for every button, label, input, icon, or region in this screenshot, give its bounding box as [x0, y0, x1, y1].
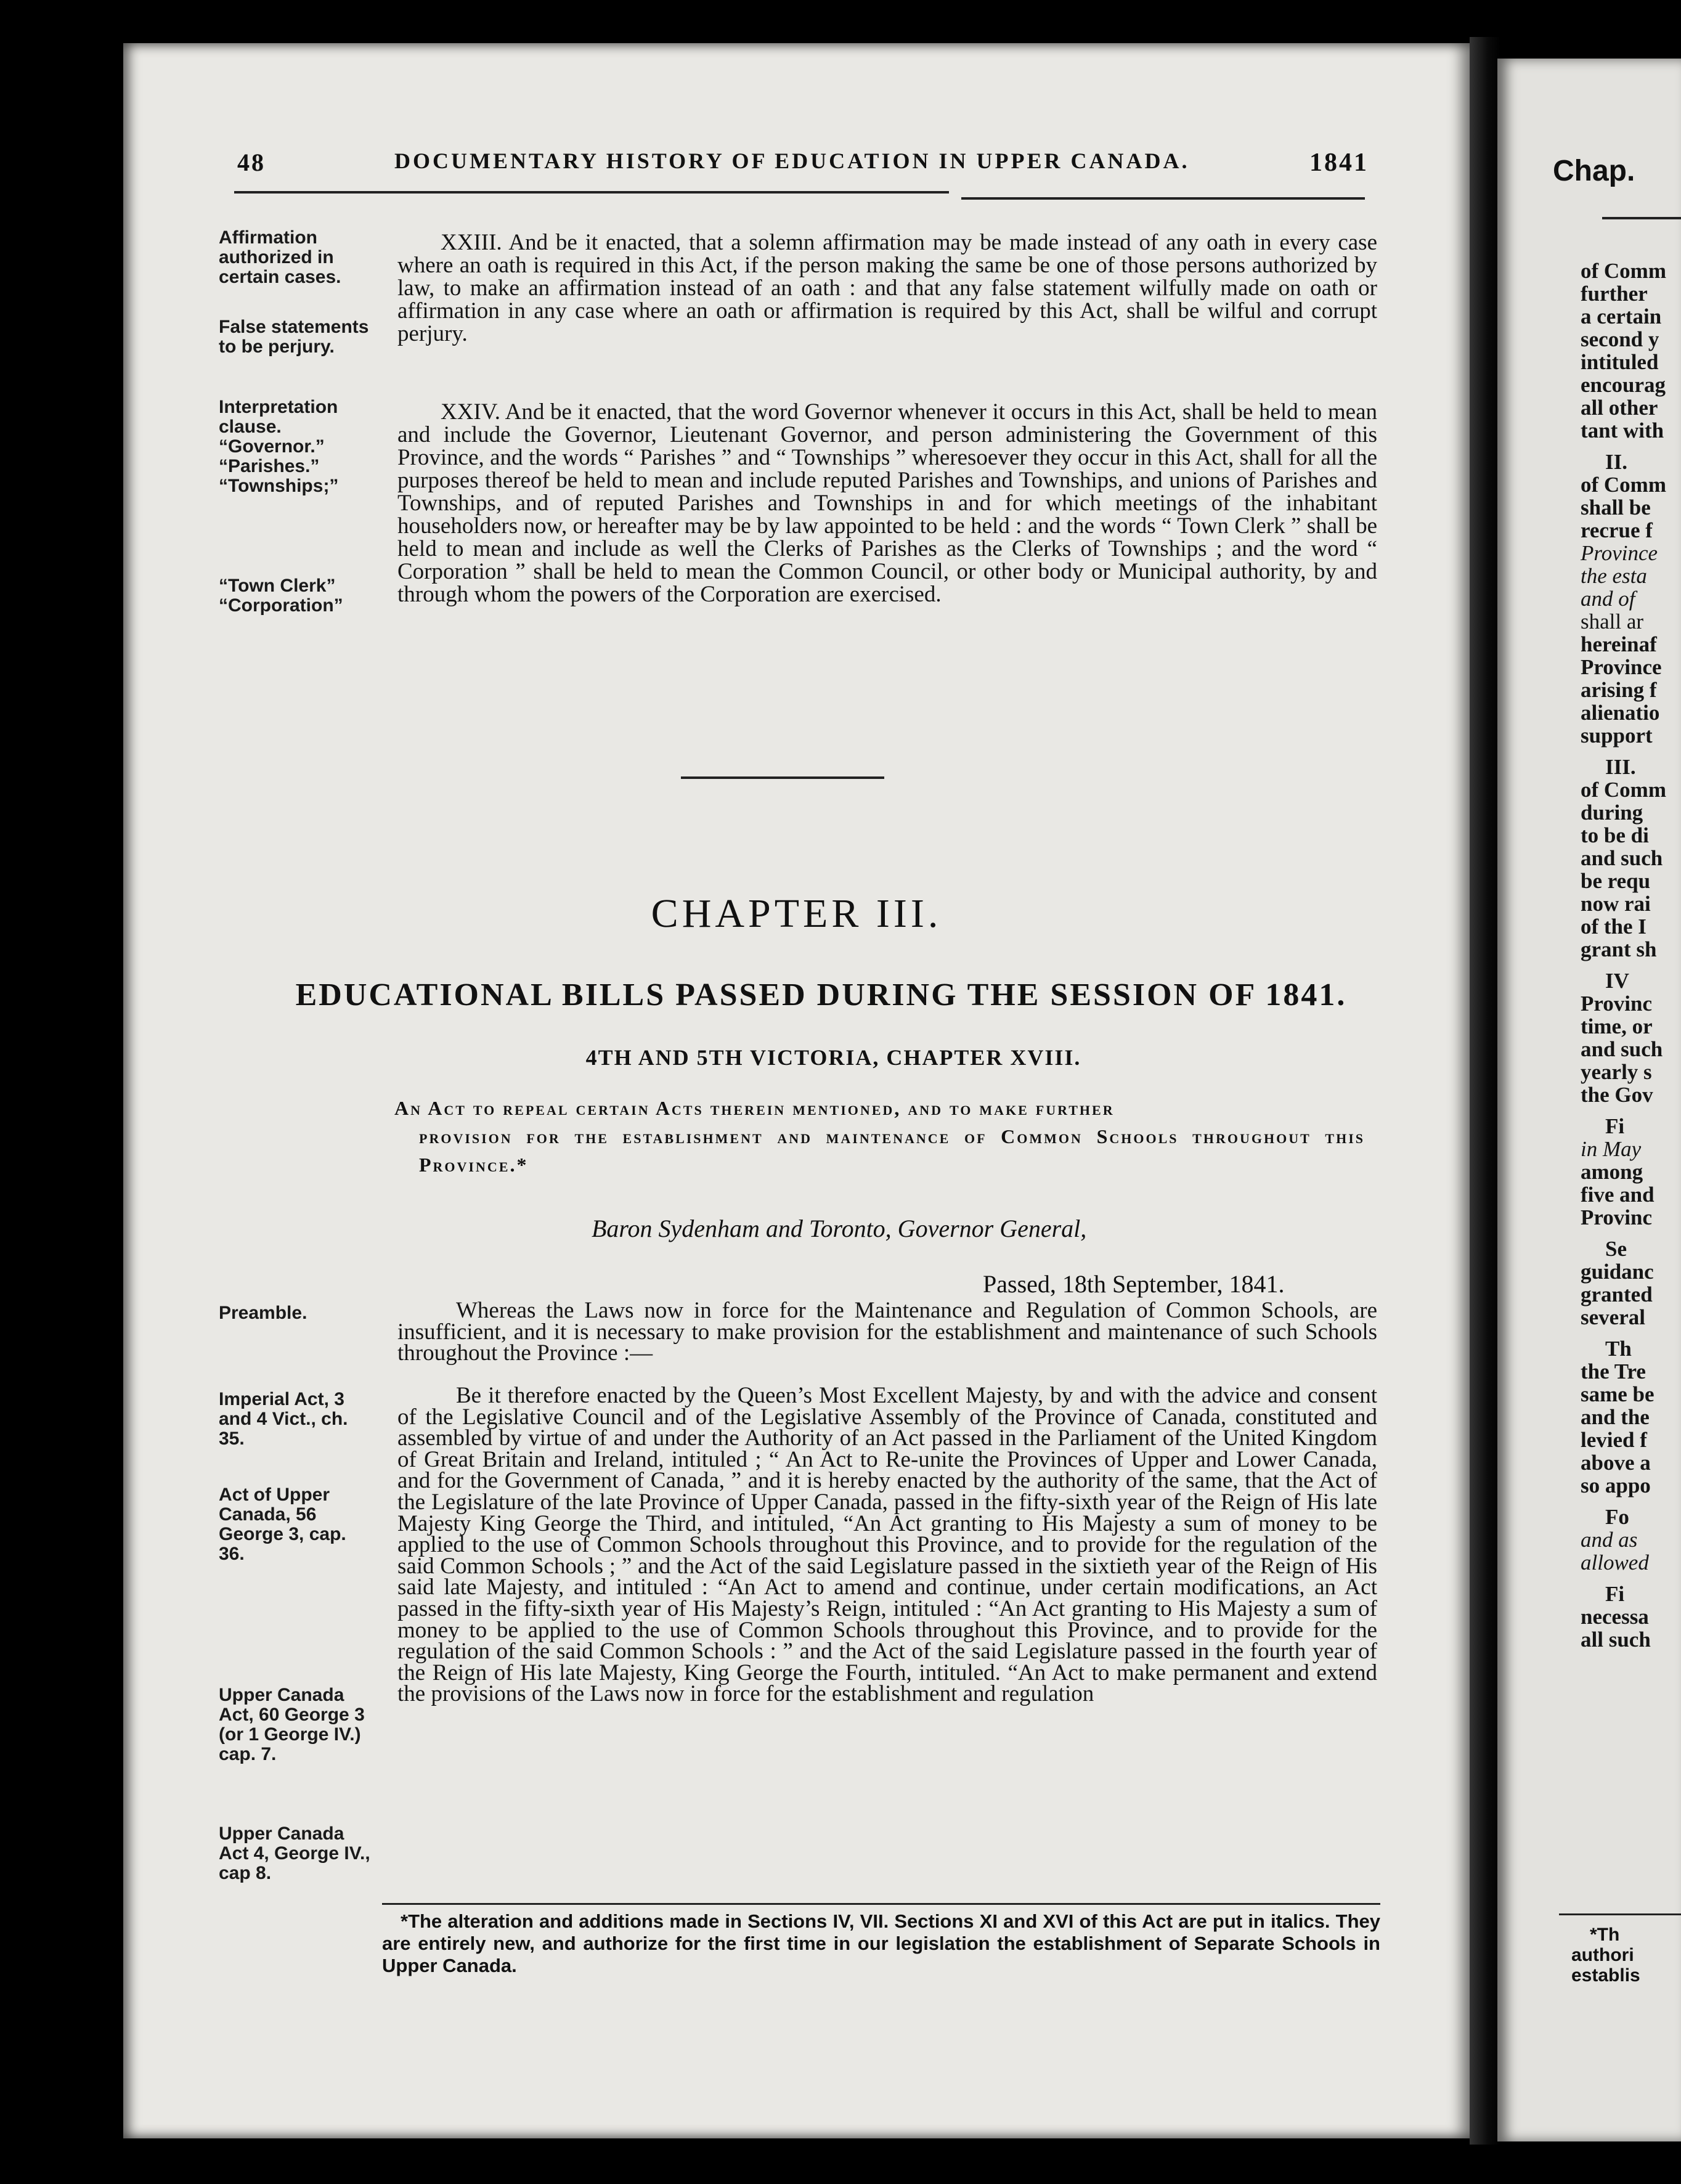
facing-page-line: Th — [1605, 1337, 1632, 1361]
facing-page-line: the Tre — [1581, 1359, 1646, 1383]
header-rule — [234, 191, 949, 194]
governor-line: Baron Sydenham and Toronto, Governor General, — [592, 1215, 1087, 1242]
facing-page-rule — [1602, 217, 1681, 219]
margin-note-imperial-act: Imperial Act, 3 and 4 Vict., ch. 35. — [219, 1389, 348, 1449]
facing-page-line: Se — [1605, 1237, 1627, 1261]
margin-note-town-clerk: “Town Clerk” “Corporation” — [219, 576, 343, 616]
facing-page-line: arising f — [1581, 678, 1657, 702]
facing-page-line: encourag — [1581, 373, 1666, 397]
header-rule — [961, 197, 1365, 200]
facing-page-line: further — [1581, 282, 1648, 306]
footnote-rule — [382, 1903, 1380, 1905]
facing-page-line: so appo — [1581, 1473, 1651, 1497]
facing-page-line: the Gov — [1581, 1083, 1653, 1107]
facing-page-line: II. — [1605, 450, 1627, 474]
facing-page-line: support — [1581, 723, 1653, 748]
facing-page-line: all other — [1581, 396, 1658, 420]
facing-page — [1497, 59, 1681, 2141]
facing-page-line: of Comm — [1581, 473, 1666, 497]
margin-note-act-56: Act of Upper Canada, 56 George 3, cap. 36. — [219, 1485, 346, 1564]
facing-page-line: and the — [1581, 1405, 1650, 1429]
facing-page-line: Fi — [1605, 1114, 1625, 1138]
facing-page-line: Province — [1581, 541, 1658, 565]
facing-page-line: above a — [1581, 1451, 1651, 1475]
facing-page-line: shall ar — [1581, 609, 1644, 634]
facing-page-line: time, or — [1581, 1014, 1653, 1038]
act-long-title-rest: provision for the establishment and maintenance of Common Schools throughout this Province.* — [419, 1125, 1365, 1176]
facing-page-line: second y — [1581, 327, 1659, 351]
facing-page-line: same be — [1581, 1382, 1655, 1406]
facing-page-line: granted — [1581, 1282, 1653, 1306]
section-xxiii: XXIII. And be it enacted, that a solemn affirmation may be made instead of any oath in every case where an oath is required in this Act, if the person making the same be one of those persons authorized by law, to make an affirmation instead of an oath : and that any false statement wilfully made on oath or affirmation in any case where an oath or affirmation is required by this Act, shall be wilful and corrupt perjury. — [397, 230, 1377, 346]
facing-page-line: a certain — [1581, 304, 1662, 328]
facing-page-line: be requ — [1581, 869, 1651, 893]
header-year: 1841 — [1309, 149, 1369, 177]
facing-page-line: of Comm — [1581, 778, 1666, 802]
facing-page-footnote-line: *Th — [1590, 1925, 1620, 1945]
margin-note-false-statements: False statements to be perjury. — [219, 317, 369, 357]
facing-page-line: to be di — [1581, 823, 1649, 847]
facing-page-line: the esta — [1581, 564, 1647, 588]
facing-page-line: Fi — [1605, 1582, 1625, 1606]
margin-note-act-60: Upper Canada Act, 60 George 3 (or 1 George IV.) cap. 7. — [219, 1685, 365, 1764]
margin-note-interpretation: Interpretation clause. “Governor.” “Parishes.” “Townships;” — [219, 397, 339, 496]
facing-page-line: intituled — [1581, 350, 1659, 374]
act-long-title-first: An Act to repeal certain Acts therein mentioned, and to make further — [394, 1097, 1115, 1119]
facing-page-line: and such — [1581, 846, 1663, 870]
enactment-paragraph: Be it therefore enacted by the Queen’s Most Excellent Majesty, by and with the advice and consent of the Legislative Council and of the Legislative Assembly of the Province of Canada, constituted and assembled by virtue of and under the Authority of an Act passed in the Parliament of the United Kingdom of Great Britain and Ireland, intituled ; “ An Act to Re-unite the Provinces of Upper and Lower Canada, and for the Government of Canada, ” and it is hereby enacted by the authority of the same, that the Act of the Legislature of the late Province of Upper Canada, passed in the fifty-sixth year of the Reign of His late Majesty King George the Third, and intituled, “An Act granting to His Majesty a sum of money to be applied to the use of Common Schools throughout this Province, and to provide for the regulation of the said Common Schools ; ” and the Act of the said Legislature passed in the sixtieth year of the Reign of His said late Majesty, and intituled : “An Act to amend and continue, under certain modifications, an Act passed in the fifty-sixth year of His Majesty’s Reign, intituled : “An Act granting to His Majesty a sum of money to be applied to the use of Common Schools throughout this Province, and to provide for the regulation of the said Common Schools : ” and the Act of the said Legislature passed in the fourth year of the Reign of His late Majesty, King George the Fourth, intituled. “An Act to make permanent and extend the provisions of the Laws now in force for the establishment and regulation — [397, 1383, 1377, 1707]
facing-page-line: among — [1581, 1160, 1643, 1184]
margin-note-preamble: Preamble. — [219, 1303, 307, 1323]
facing-page-line: five and — [1581, 1183, 1655, 1207]
section-divider — [681, 776, 884, 779]
passed-date: Passed, 18th September, 1841. — [983, 1270, 1285, 1298]
margin-note-act-4: Upper Canada Act 4, George IV., cap 8. — [219, 1823, 370, 1883]
facing-page-line: Province — [1581, 655, 1662, 679]
facing-page-line: hereinaf — [1581, 632, 1657, 656]
facing-page-line: grant sh — [1581, 937, 1657, 961]
facing-page-line: Provinc — [1581, 992, 1653, 1016]
facing-page-line: levied f — [1581, 1428, 1647, 1452]
facing-page-line: Fo — [1605, 1505, 1629, 1529]
preamble-paragraph: Whereas the Laws now in force for the Maintenance and Regulation of Common Schools, are insufficient, and it is necessary to make provision for the establishment and maintenance of such Schools throughout the Province :— — [397, 1298, 1377, 1366]
facing-page-line: shall be — [1581, 495, 1651, 520]
facing-page-line: and such — [1581, 1037, 1663, 1061]
facing-page-line: guidanc — [1581, 1260, 1654, 1284]
facing-page-footnote-line: authori — [1571, 1945, 1634, 1965]
facing-page-line: and of — [1581, 587, 1635, 611]
facing-page-line: Provinc — [1581, 1205, 1653, 1229]
facing-page-line: in May — [1581, 1137, 1642, 1161]
section-xxiv: XXIV. And be it enacted, that the word Governor whenever it occurs in this Act, shall be held to mean and include the Governor, Lieutenant Governor, and person administering the Government of this Province, and the words “ Parishes ” and “ Townships ” wheresoever they occur in this Act, shall for all the purposes thereof be held to mean and include reputed Parishes and Townships, and unions of Parishes and Townships, and of reputed Parishes and Townships in and for which meetings of the inhabitant householders now, or hereafter may be by law appointed to be held : and the words “ Town Clerk ” shall be held to mean and include as well the Clerks of Parishes as the Clerks of Townships ; and the word “ Corporation ” shall be held to mean the Common Council, or other body or Municipal authority, by and through whom the powers of the Corporation are exercised. — [397, 399, 1377, 607]
facing-page-footnote-rule — [1559, 1913, 1681, 1915]
facing-page-line: of the I — [1581, 915, 1646, 939]
facing-page-line: tant with — [1581, 418, 1664, 442]
facing-page-line: all such — [1581, 1628, 1651, 1652]
act-long-title — [394, 1094, 1365, 1179]
facing-page-line: alienatio — [1581, 701, 1660, 725]
book-gutter — [1470, 37, 1500, 2145]
facing-page-line: now rai — [1581, 892, 1651, 916]
facing-page-line: during — [1581, 801, 1643, 825]
facing-page-header: Chap. — [1553, 155, 1635, 187]
facing-page-line: III. — [1605, 755, 1636, 779]
facing-page-footnote-line: establis — [1571, 1965, 1640, 1986]
facing-page-line: of Comm — [1581, 259, 1666, 283]
page-number: 48 — [237, 149, 266, 176]
chapter-heading: CHAPTER III. — [651, 891, 942, 936]
facing-page-line: necessa — [1581, 1605, 1649, 1629]
facing-page-line: several — [1581, 1305, 1645, 1329]
facing-page-line: recrue f — [1581, 518, 1653, 542]
facing-page-line: allowed — [1581, 1550, 1649, 1575]
chapter-subtitle: EDUCATIONAL BILLS PASSED DURING THE SESSION OF 1841. — [295, 977, 1347, 1013]
document-page — [123, 43, 1470, 2138]
margin-note-affirmation: Affirmation authorized in certain cases. — [219, 227, 341, 287]
footnote: *The alteration and additions made in Sections IV, VII. Sections XI and XVI of this Act are put in italics. They are entirely new, and authorize for the first time in our legislation the establishment of Separate Schools in Upper Canada. — [382, 1910, 1380, 1976]
facing-page-line: and as — [1581, 1528, 1638, 1552]
running-title: DOCUMENTARY HISTORY OF EDUCATION IN UPPER CANADA. — [394, 149, 1190, 173]
act-citation: 4TH AND 5TH VICTORIA, CHAPTER XVIII. — [585, 1045, 1081, 1070]
facing-page-line: yearly s — [1581, 1060, 1652, 1084]
facing-page-line: IV — [1605, 969, 1629, 993]
